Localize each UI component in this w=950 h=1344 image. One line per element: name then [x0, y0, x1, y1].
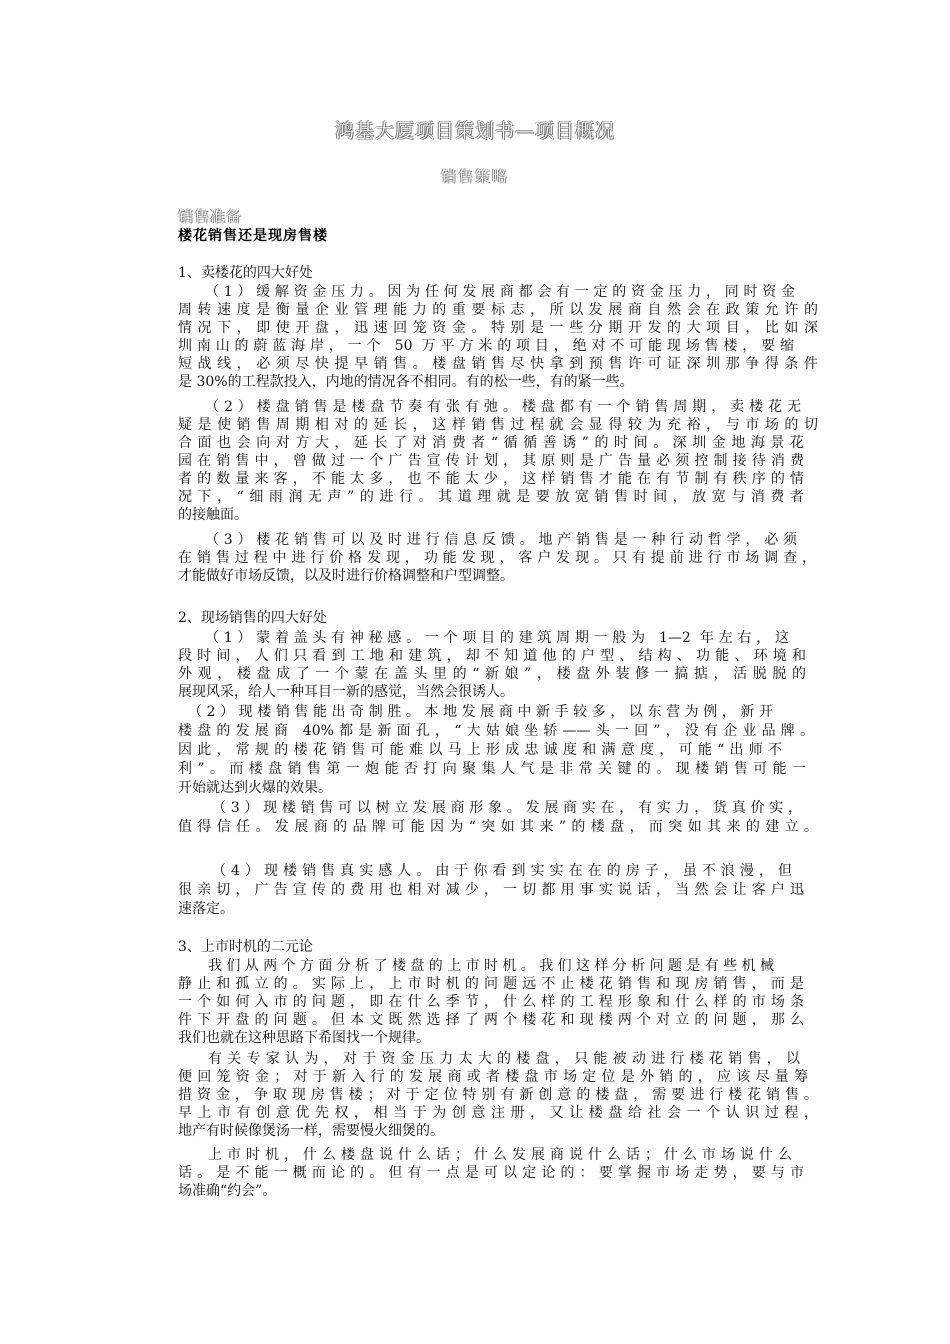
- paragraph-line: （1）蒙着盖头有神秘感。一个项目的建筑周期一般为 1—2 年左右，这: [205, 630, 789, 646]
- subheading-3: 3、上市时机的二元论: [178, 939, 313, 955]
- paragraph-line: 静止和孤立的。实际上，上市时机的问题远不止楼花销售和现房销售，而是: [178, 976, 804, 992]
- paragraph-line: 地产有时候像煲汤一样，需要慢火细煲的。: [178, 1123, 444, 1139]
- paragraph-line: 场准确“约会”。: [178, 1183, 277, 1199]
- paragraph-line: 合面也会向对方大，延长了对消费者“循循善诱”的时间。深圳金地海景花: [178, 435, 804, 451]
- subheading-2: 2、现场销售的四大好处: [178, 610, 327, 626]
- paragraph-line: 话。是不能一概而论的。但有一点是可以定论的：要掌握市场走势，要与市: [178, 1165, 804, 1181]
- paragraph-line: 者的数量来客，不能太多，也不能太少，这样销售才能在有节制有秩序的情: [178, 471, 804, 487]
- paragraph-line: 开始就达到火爆的效果。: [178, 780, 332, 796]
- section-heading: 楼花销售还是现房售楼: [178, 228, 328, 244]
- paragraph-line: 一个如何入市的问题，即在什么季节，什么样的工程形象和什么样的市场条: [178, 994, 804, 1010]
- paragraph-line: 外观，楼盘成了一个蒙在盖头里的“新娘”，楼盘外装修一搞掂，活脱脱的: [178, 666, 806, 682]
- paragraph-line: 楼盘的发展商 40%都是新面孔，“大姑娘坐轿——头一回”，没有企业品牌。: [178, 723, 814, 739]
- paragraph-line: 措资金，争取现房售楼；对于定位特别有新创意的楼盘，需要进行楼花销售。: [178, 1087, 818, 1103]
- paragraph-line: 上市时机，什么楼盘说什么话；什么发展商说什么话；什么市场说什么: [208, 1147, 792, 1163]
- paragraph-line: 展现风采，给人一种耳目一新的感觉，当然会很诱人。: [178, 684, 514, 700]
- paragraph-line: 有关专家认为，对于资金压力太大的楼盘，只能被动进行楼花销售，以: [208, 1051, 800, 1067]
- paragraph-line: 件下开盘的问题。但本文既然选择了两个楼花和现楼两个对立的问题，那么: [178, 1012, 804, 1028]
- paragraph-line: 便回笼资金；对于新入行的发展商或者楼盘市场定位是外销的，应该尽量筹: [178, 1069, 808, 1085]
- paragraph-line: （2）现楼销售能出奇制胜。本地发展商中新手较多，以东营为例，新开: [188, 704, 773, 720]
- paragraph-line: 因此，常规的楼花销售可能难以马上形成忠诚度和满意度，可能“出师不: [178, 742, 782, 758]
- paragraph-line: 早上市有创意优先权，相当于为创意注册，又让楼盘给社会一个认识过程，: [178, 1105, 818, 1121]
- paragraph-line: 的接触面。: [178, 507, 248, 523]
- paragraph-line: 疑是使销售周期相对的延长，这样销售过程就会显得较为充裕，与市场的切: [178, 417, 818, 433]
- paragraph-line: （3）楼花销售可以及时进行信息反馈。地产销售是一种行动哲学，必须: [205, 532, 797, 548]
- paragraph-line: 况下，“细雨润无声”的进行。其道理就是要放宽销售时间，放宽与消费者: [178, 489, 804, 505]
- paragraph-line: 是 30%的工程款投入，内地的情况各不相同。有的松一些，有的紧一些。: [178, 374, 634, 390]
- paragraph-line: 我们也就在这种思路下希图找一个规律。: [178, 1030, 430, 1046]
- subheading-1: 1、卖楼花的四大好处: [178, 265, 313, 281]
- paragraph-line: 段时间，人们只看到工地和建筑，却不知道他的户型、结构、功能、环境和: [178, 648, 806, 664]
- paragraph-line: 在销售过程中进行价格发现，功能发现，客户发现。只有提前进行市场调查，: [178, 550, 816, 566]
- paragraph-line: 情况下，即使开盘，迅速回笼资金。特别是一些分期开发的大项目，比如深: [178, 320, 818, 336]
- paragraph-line: 才能做好市场反馈，以及时进行价格调整和户型调整。: [178, 568, 514, 584]
- paragraph-line: 圳南山的蔚蓝海岸，一个 50 万平方米的项目，绝对不可能现场售楼，要缩: [178, 338, 794, 354]
- section-label: 销售准备: [178, 207, 243, 225]
- document-subtitle: 销售策略: [440, 167, 509, 185]
- paragraph-line: 值得信任。发展商的品牌可能因为“突如其来”的楼盘，而突如其来的建立。: [178, 819, 818, 835]
- paragraph-line: （4）现楼销售真实感人。由于你看到实实在在的房子，虽不浪漫，但: [212, 863, 792, 879]
- paragraph-line: 利”。而楼盘销售第一炮能否打向聚集人气是非常关键的。现楼销售可能一: [178, 761, 806, 777]
- paragraph-line: （3）现楼销售可以树立发展商形象。发展商实在，有实力，货真价实，: [212, 800, 802, 816]
- paragraph-line: 很亲切，广告宣传的费用也相对减少，一切都用事实说话，当然会让客户迅: [178, 882, 804, 898]
- paragraph-line: （2）楼盘销售是楼盘节奏有张有弛。楼盘都有一个销售周期，卖楼花无: [205, 399, 801, 415]
- paragraph-line: 我们从两个方面分析了楼盘的上市时机。我们这样分析问题是有些机械: [208, 958, 774, 974]
- paragraph-line: 速落定。: [178, 901, 234, 917]
- paragraph-line: 周转速度是衡量企业管理能力的重要标志，所以发展商自然会在政策允许的: [178, 302, 818, 318]
- paragraph-line: （1）缓解资金压力。因为任何发展商都会有一定的资金压力，同时资金: [205, 284, 795, 300]
- document-title: 鸿基大厦项目策划书—项目概况: [334, 120, 615, 142]
- paragraph-line: 短战线，必须尽快提早销售。楼盘销售尽快拿到预售许可证深圳那争得条件: [178, 356, 818, 372]
- paragraph-line: 园在销售中，曾做过一个广告宣传计划，其原则是广告量必须控制接待消费: [178, 453, 804, 469]
